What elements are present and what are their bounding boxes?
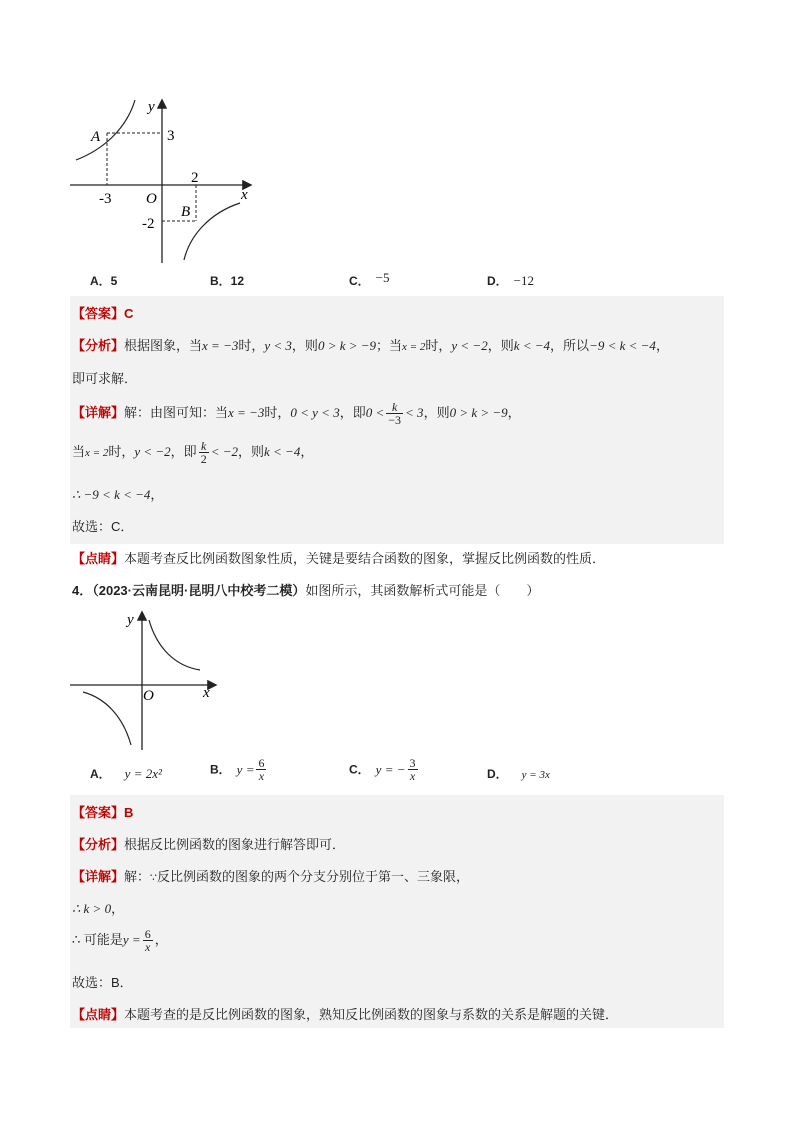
q4-option-b-letter: B． <box>210 762 231 777</box>
fraction-6-over-x: $\frac{6}{x}$ <box>144 927 151 954</box>
detail-tag: 【详解】 <box>72 404 125 420</box>
tick-label-neg3: -3 <box>99 191 112 207</box>
q4-option-d-letter: D． <box>487 767 508 781</box>
q3-detail-line-1: 【详解】解：由图可知：当x = −3时，0 < y < 3，即0 < $\frac{k}{-3}$ < 3，则0 > k > −9， <box>72 400 521 427</box>
q4-number: 4． <box>72 583 93 598</box>
option-c-letter: C． <box>349 274 370 288</box>
curve-fourth-quadrant <box>184 203 240 260</box>
q3-detail-line-3: ∴ −9 < k < −4， <box>72 487 164 502</box>
q4-option-c-lhs: y = − <box>375 761 406 777</box>
q4-option-a-value: y = 2x² <box>124 766 162 781</box>
q3-analysis-line-2: 即可求解． <box>72 371 138 386</box>
curve-third-quadrant <box>83 692 131 745</box>
hyperbola-graph-q3 <box>60 95 260 265</box>
detail-tag: 【详解】 <box>72 869 125 884</box>
tick-label-2: 2 <box>191 170 199 186</box>
q4-option-a-letter: A． <box>90 767 111 781</box>
option-a[interactable] <box>90 272 117 289</box>
answer-tag: 【答案】 <box>72 805 125 820</box>
q4-option-a[interactable] <box>90 765 162 782</box>
q4-detail-line-2: ∴ k > 0， <box>72 901 125 916</box>
point-a-label: A <box>91 129 101 145</box>
answer-value: B <box>124 805 134 820</box>
q4-option-d-value: y = 3x <box>521 769 550 781</box>
x-axis-label: x <box>241 187 248 203</box>
option-d-letter: D． <box>487 274 508 288</box>
option-b[interactable] <box>210 272 244 289</box>
q4-text: 如图所示，其函数解析式可能是（ ） <box>305 583 540 598</box>
option-c-value: −5 <box>375 270 390 285</box>
origin-label: O <box>143 688 154 704</box>
q4-answer-line <box>72 802 133 821</box>
option-b-value: 12 <box>230 274 245 288</box>
q4-option-b-fraction: $\frac{6}{x}$ <box>258 756 265 783</box>
fraction-k-over-neg3: $\frac{k}{-3}$ <box>388 400 402 427</box>
q4-solution-box <box>70 795 724 1028</box>
q4-choose-line: 故选：B． <box>72 975 133 990</box>
q4-option-c-fraction: $\frac{3}{x}$ <box>409 756 416 783</box>
curve-first-quadrant <box>149 620 200 670</box>
x-axis-label: x <box>203 685 210 701</box>
q4-point-line: 【点睛】本题考查的是反比例函数的图象，熟知反比例函数的图象与系数的关系是解题的关键． <box>72 1007 619 1022</box>
q4-question <box>72 580 539 599</box>
option-d[interactable] <box>487 272 534 289</box>
q4-option-b[interactable] <box>210 757 268 782</box>
q4-detail-line: 【详解】解：∵反比例函数的图象的两个分支分别位于第一、三象限， <box>72 869 470 884</box>
option-a-value: 5 <box>110 274 118 288</box>
q4-option-c-letter: C． <box>349 762 370 777</box>
point-tag: 【点睛】 <box>72 1007 125 1022</box>
option-d-value: −12 <box>513 273 535 288</box>
fraction-k-over-2: $\frac{k}{2}$ <box>200 439 207 466</box>
option-b-letter: B． <box>210 274 231 288</box>
q3-detail-line-2: 当x = 2时，y < −2，即 $\frac{k}{2}$ < −2，则k < −4， <box>72 439 314 466</box>
q3-point-line: 【点睛】本题考查反比例函数图象性质，关键是要结合函数的图象，掌握反比例函数的性质． <box>72 551 606 566</box>
tick-label-3: 3 <box>167 128 175 144</box>
q4-option-d[interactable] <box>487 765 550 782</box>
point-b-label: B <box>181 204 191 220</box>
answer-value: C <box>124 306 134 321</box>
hyperbola-graph-q4 <box>65 608 225 753</box>
option-a-letter: A． <box>90 274 111 288</box>
y-axis-label: y <box>148 99 155 115</box>
analysis-tag: 【分析】 <box>72 338 125 353</box>
y-axis-label: y <box>127 612 134 628</box>
curve-second-quadrant <box>76 100 135 160</box>
analysis-tag: 【分析】 <box>72 837 125 852</box>
q3-analysis-line: 【分析】根据图象，当x = −3时，y < 3，则0 > k > −9；当x = 2时，y < −2，则k < −4，所以−9 < k < −4， <box>72 338 669 353</box>
q4-option-c[interactable] <box>349 757 420 782</box>
q4-option-b-lhs: y = <box>236 761 255 777</box>
option-c[interactable] <box>349 272 390 289</box>
q4-detail-line-3: ∴ 可能是y = $\frac{6}{x}$ ， <box>72 927 168 954</box>
q4-analysis-line: 【分析】根据反比例函数的图象进行解答即可． <box>72 837 346 852</box>
q4-source: （2023·云南昆明·昆明八中校考二模） <box>92 583 306 598</box>
origin-label: O <box>146 191 157 207</box>
tick-label-neg2: -2 <box>142 216 155 232</box>
point-tag: 【点睛】 <box>72 551 125 566</box>
answer-tag: 【答案】 <box>72 306 125 321</box>
q3-choose-line: 故选：C． <box>72 519 134 534</box>
q3-answer-line <box>72 303 133 322</box>
because-symbol: ∵ <box>150 872 158 884</box>
